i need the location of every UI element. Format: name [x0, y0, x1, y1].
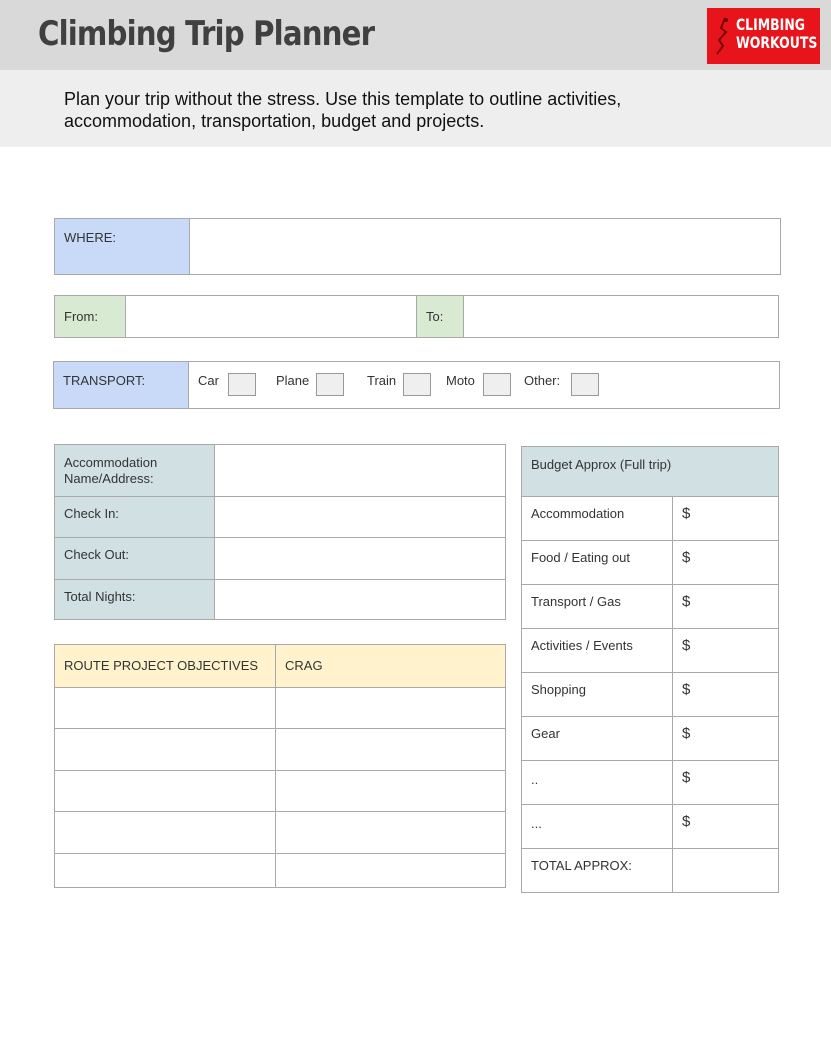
budget-row-shopping: Shopping: [531, 682, 586, 697]
check-out-label: Check Out:: [64, 547, 130, 562]
route-row[interactable]: [55, 771, 505, 811]
budget-amount-field[interactable]: $: [682, 769, 691, 786]
transport-option-moto: Moto: [446, 373, 475, 388]
budget-total-field[interactable]: [673, 849, 778, 892]
moto-checkbox[interactable]: [483, 373, 511, 396]
budget-amount-field[interactable]: $: [682, 593, 691, 610]
to-label: To:: [417, 296, 463, 337]
accommodation-name-field[interactable]: [215, 445, 505, 496]
budget-row-activities: Activities / Events: [531, 638, 633, 653]
intro-text: Plan your trip without the stress. Use this template to outline activities, accommodation, transportation, budget and projects.: [64, 89, 622, 131]
to-field[interactable]: [464, 296, 778, 337]
route-row[interactable]: [55, 812, 505, 853]
transport-table: [53, 361, 780, 409]
transport-option-train: Train: [367, 373, 397, 388]
train-checkbox[interactable]: [403, 373, 431, 396]
transport-option-other: Other:: [524, 373, 561, 388]
budget-amount-field[interactable]: $: [682, 637, 691, 654]
crag-header: CRAG: [285, 658, 323, 673]
transport-option-plane: Plane: [276, 373, 310, 388]
accommodation-name-label: Accommodation Name/Address:: [64, 454, 158, 486]
budget-amount-field[interactable]: $: [682, 549, 691, 566]
climber-icon: [713, 16, 733, 56]
from-to-table: [54, 295, 779, 338]
accommodation-table: [54, 444, 506, 620]
check-in-field[interactable]: [215, 497, 505, 537]
route-projects-table: [54, 644, 506, 888]
logo-line-1: CLIMBING: [736, 15, 806, 34]
check-in-label: Check In:: [64, 506, 119, 521]
page-title: Climbing Trip Planner: [38, 14, 375, 54]
route-objectives-header: ROUTE PROJECT OBJECTIVES: [64, 658, 259, 673]
budget-row-transport: Transport / Gas: [531, 594, 621, 609]
where-label: WHERE:: [55, 219, 189, 274]
budget-row-gear: Gear: [531, 726, 560, 741]
budget-amount-field[interactable]: $: [682, 505, 691, 522]
budget-table: [521, 446, 779, 893]
budget-row-extra-1: ..: [531, 772, 539, 787]
total-nights-field[interactable]: [215, 580, 505, 619]
budget-amount-field[interactable]: $: [682, 725, 691, 742]
check-out-field[interactable]: [215, 538, 505, 579]
budget-amount-field[interactable]: $: [682, 813, 691, 830]
logo-line-2: WORKOUTS: [736, 33, 818, 52]
route-row[interactable]: [55, 688, 505, 728]
climbing-workouts-logo: [707, 8, 820, 64]
logo-text: [736, 16, 817, 52]
where-table: [54, 218, 781, 275]
plane-checkbox[interactable]: [316, 373, 344, 396]
budget-total-label: TOTAL APPROX:: [531, 858, 632, 873]
transport-option-car: Car: [198, 373, 219, 388]
total-nights-label: Total Nights:: [64, 589, 136, 604]
where-field[interactable]: [190, 219, 780, 274]
budget-row-food: Food / Eating out: [531, 550, 631, 565]
from-field[interactable]: [126, 296, 416, 337]
budget-row-extra-2: ...: [531, 816, 542, 831]
budget-row-accommodation: Accommodation: [531, 506, 625, 521]
from-label: From:: [55, 296, 125, 337]
budget-title: Budget Approx (Full trip): [531, 456, 672, 472]
car-checkbox[interactable]: [228, 373, 256, 396]
other-checkbox[interactable]: [571, 373, 599, 396]
route-row[interactable]: [55, 729, 505, 770]
budget-amount-field[interactable]: $: [682, 681, 691, 698]
route-row[interactable]: [55, 854, 505, 887]
transport-label: TRANSPORT:: [54, 362, 188, 408]
